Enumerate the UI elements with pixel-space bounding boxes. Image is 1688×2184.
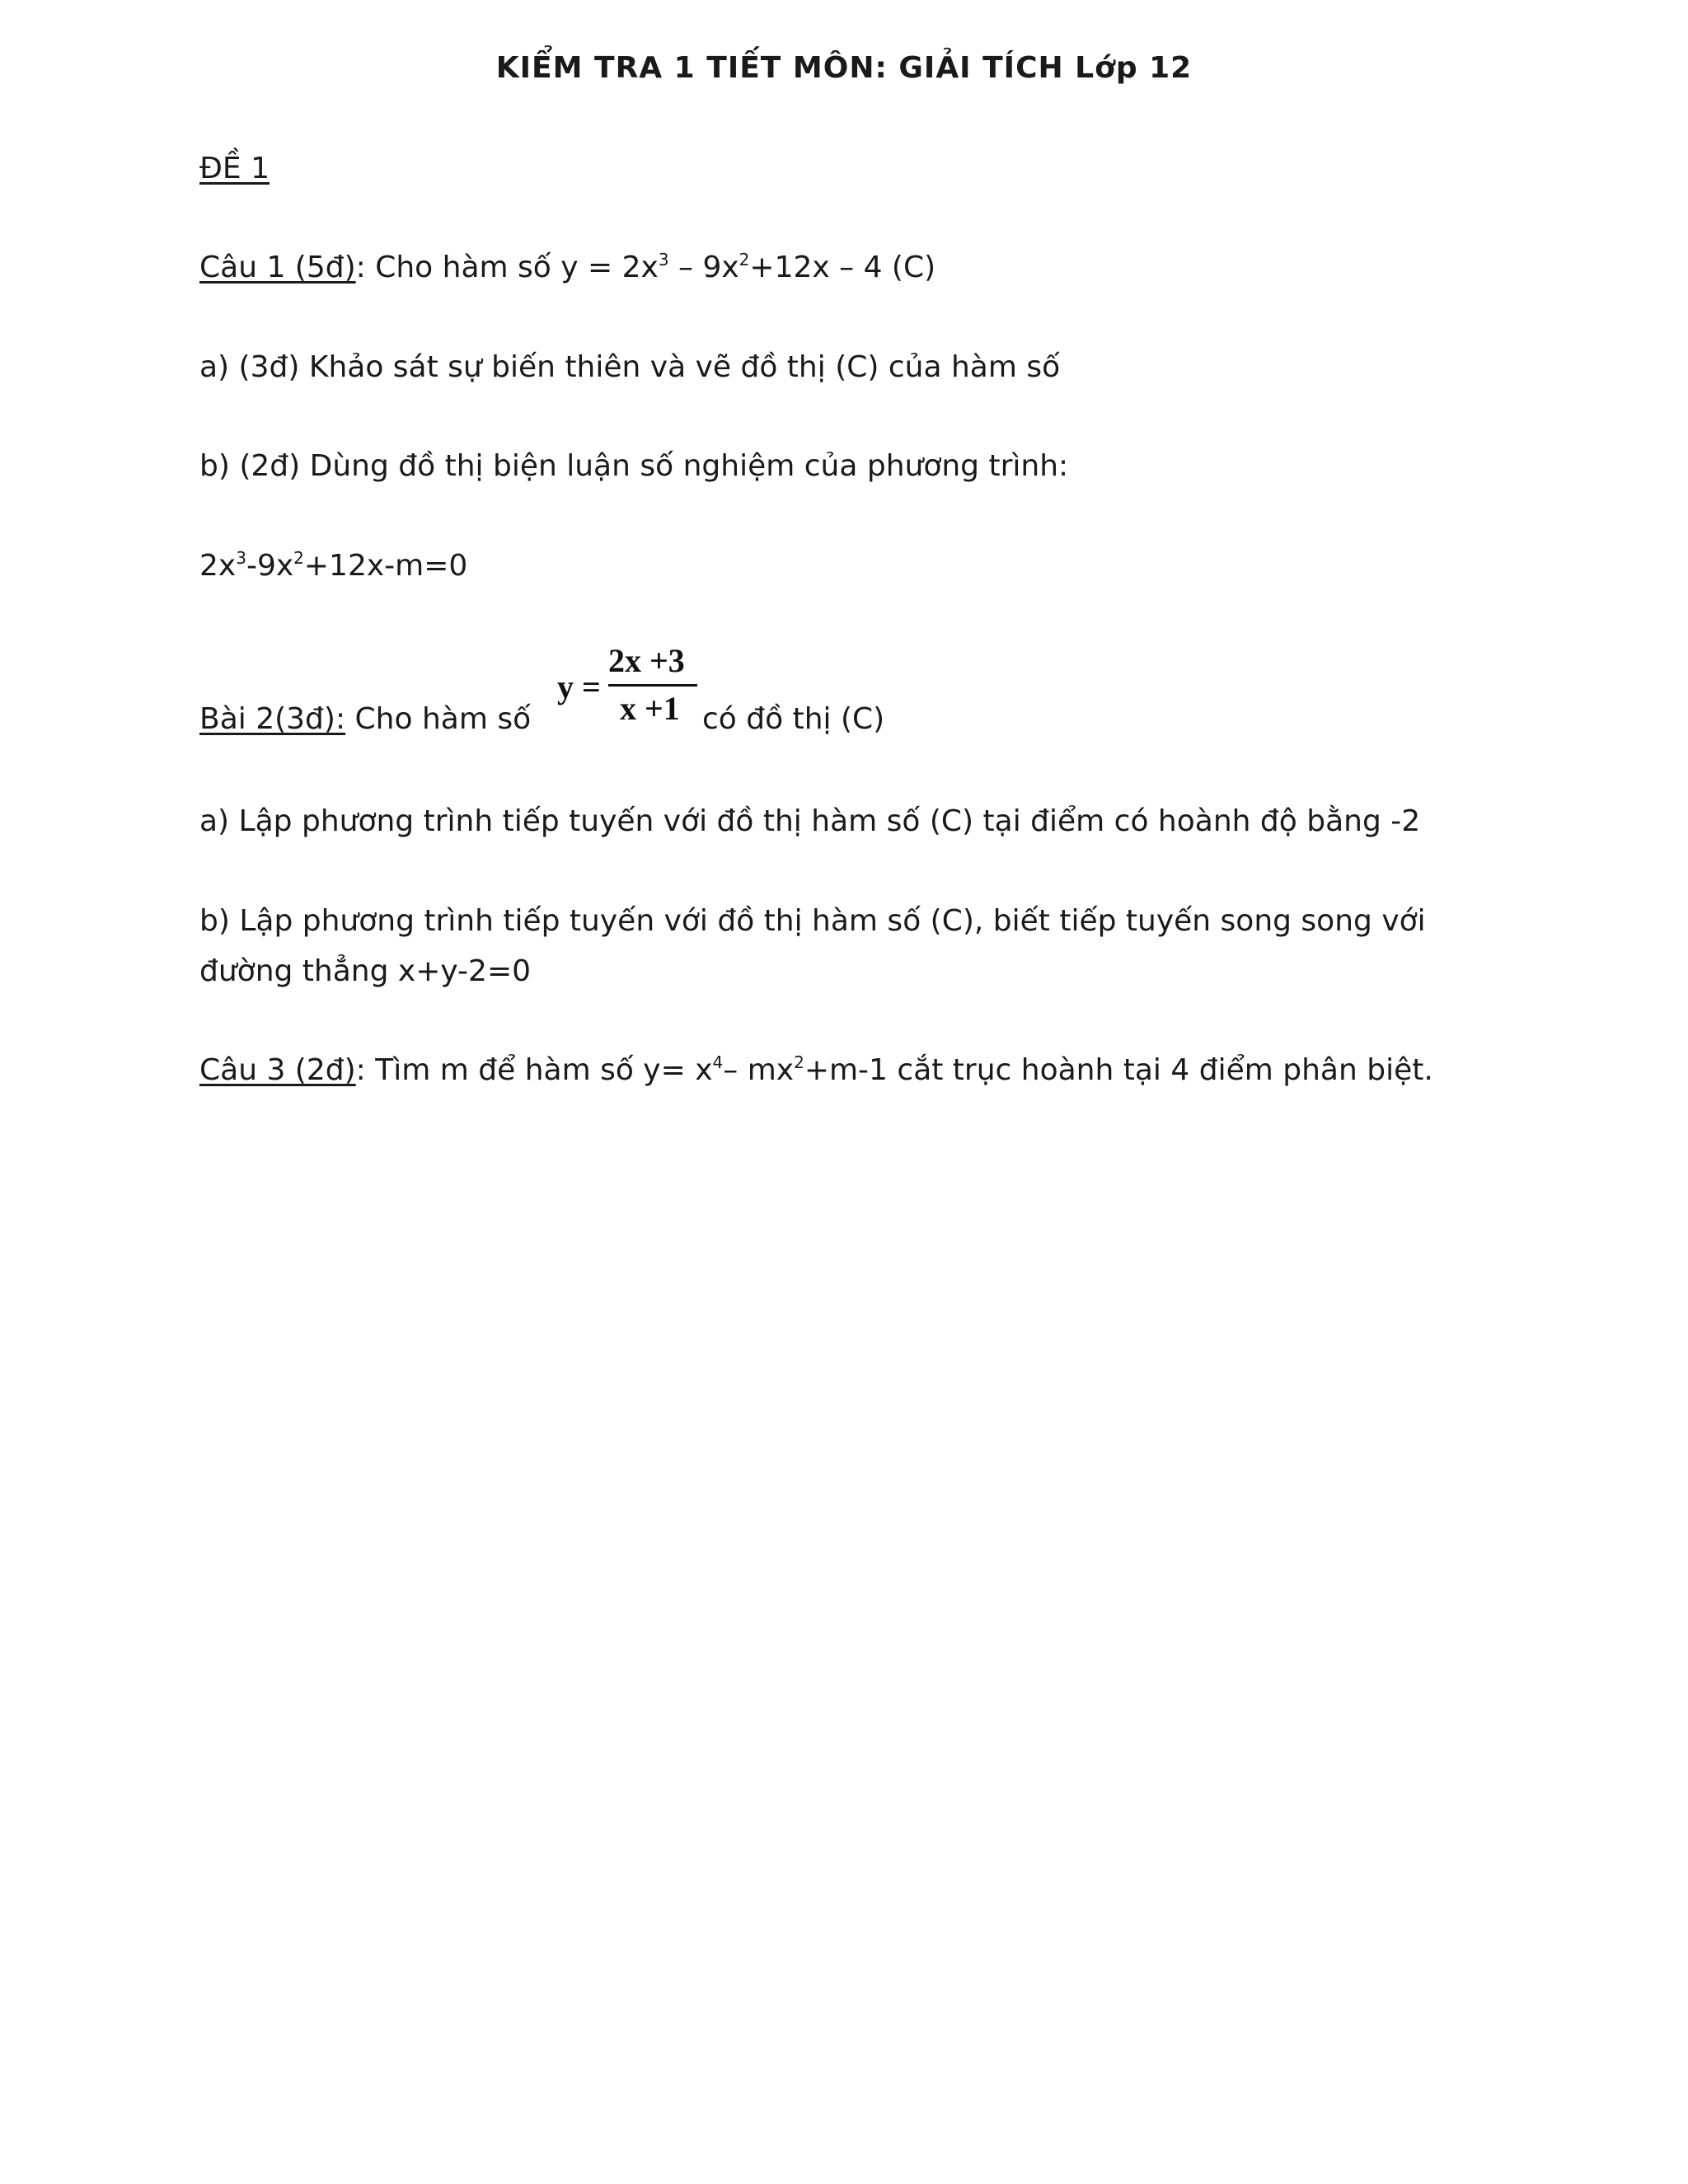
- formula-numerator: 2x +3: [608, 642, 685, 679]
- equation-text-a: 2x: [199, 549, 237, 583]
- question-3-text-a: : Tìm m để hàm số y= x: [355, 1053, 713, 1087]
- question-1-text-a: : Cho hàm số y = 2x: [355, 251, 659, 284]
- formula-denominator: x +1: [620, 690, 680, 727]
- equation-exp-2: 2: [293, 548, 304, 568]
- question-1-text-b: – 9x: [668, 251, 739, 284]
- question-3-statement: [199, 1052, 1433, 1089]
- exam-variant-label: ĐỀ 1: [199, 152, 270, 185]
- question-2-statement-left: [199, 701, 531, 738]
- equation-text-b: -9x: [246, 549, 294, 583]
- question-1-statement: [199, 250, 935, 286]
- function-formula-image: [554, 641, 702, 740]
- question-3-text-b: – mx: [723, 1053, 795, 1087]
- page-title: KIỂM TRA 1 TIẾT MÔN: GIẢI TÍCH Lớp 12: [495, 51, 1193, 85]
- question-3-text-c: +m-1 cắt trục hoành tại 4 điểm phân biệt.: [804, 1053, 1433, 1087]
- question-1-text-c: +12x – 4 (C): [749, 251, 936, 284]
- question-3-exp-1: 4: [712, 1052, 724, 1072]
- formula-y: y =: [557, 668, 601, 705]
- question-2-label: Bài 2(3đ):: [199, 702, 346, 736]
- question-3-exp-2: 2: [794, 1052, 804, 1072]
- question-1-part-a: a) (3đ) Khảo sát sự biến thiên và vẽ đồ thị (C) của hàm số: [199, 350, 1061, 384]
- question-1-exp-2: 2: [738, 250, 750, 269]
- question-2-text-a: Cho hàm số: [345, 702, 532, 736]
- question-3-label: Câu 3 (2đ): [199, 1053, 356, 1087]
- question-1-equation: [199, 548, 467, 584]
- equation-exp-1: 3: [236, 548, 246, 568]
- question-2-part-b-line-1: b) Lập phương trình tiếp tuyến với đồ thị hàm số (C), biết tiếp tuyến song song với: [199, 904, 1426, 938]
- fraction-bar: [608, 684, 697, 687]
- question-1-exp-1: 3: [658, 250, 669, 269]
- question-1-label: Câu 1 (5đ): [199, 251, 356, 284]
- question-2-part-a: a) Lập phương trình tiếp tuyến với đồ thị hàm số (C) tại điểm có hoành độ bằng -2: [199, 804, 1421, 838]
- question-2-text-b: có đồ thị (C): [702, 702, 885, 736]
- question-1-part-b: b) (2đ) Dùng đồ thị biện luận số nghiệm của phương trình:: [199, 449, 1069, 483]
- question-2-part-b-line-2: đường thẳng x+y-2=0: [199, 954, 532, 988]
- equation-text-c: +12x-m=0: [303, 549, 468, 583]
